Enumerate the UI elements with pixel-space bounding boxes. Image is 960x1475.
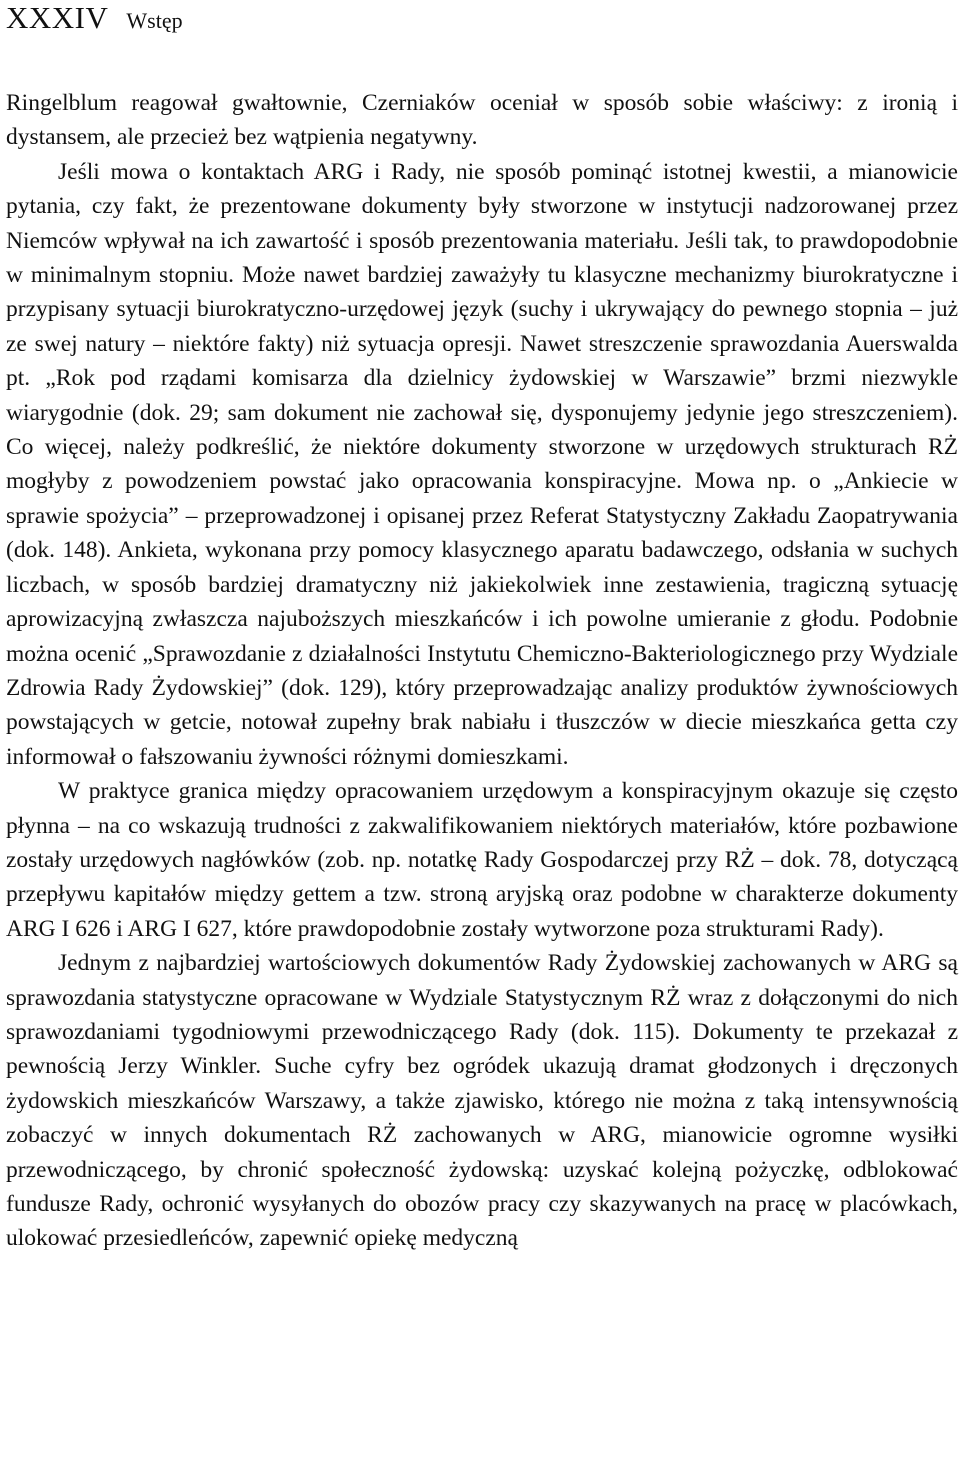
paragraph: Jeśli mowa o kontaktach ARG i Rady, nie sposób pominąć istotnej kwestii, a mianowicie pytania, czy fakt, że prezentowane dokumenty były stworzone w instytucji nadzorowanej przez Niemców wpływał na ich zawartość i sposób prezentowania materiału. Jeśli tak, to prawdopodobnie w minimalnym stopniu. Może nawet bardziej zaważyły tu klasyczne mechanizmy biurokratyczne i przypisany sytuacji biurokratyczno-urzędowej język (suchy i ukrywający do pewnego stopnia – już ze swej natury – niektóre fakty) niż sytuacja opresji. Nawet streszczenie sprawozdania Auerswalda pt. „Rok pod rządami komisarza dla dzielnicy żydowskiej w Warszawie” brzmi niezwykle wiarygodnie (dok. 29; sam dokument nie zachował się, dysponujemy jedynie jego streszczeniem). Co więcej, należy podkreślić, że niektóre dokumenty stworzone w urzędowych strukturach RŻ mogłyby z powodzeniem powstać jako opracowania konspiracyjne. Mowa np. o „Ankiecie w sprawie spożycia” – przeprowadzonej i opisanej przez Referat Statystyczny Zakładu Zaopatrywania (dok. 148). Ankieta, wykonana przy pomocy klasycznego aparatu badawczego, odsłania w suchych liczbach, w sposób bardziej dramatyczny niż jakiekolwiek inne zestawienia, tragiczną sytuację aprowizacyjną zwłaszcza najuboższych mieszkańców i ich powolne umieranie z głodu. Podobnie można ocenić „Sprawozdanie z działalności Instytutu Chemiczno-Bakteriologicznego przy Wydziale Zdrowia Rady Żydowskiej” (dok. 129), który przeprowadzając analizy produktów żywnościowych powstających w getcie, notował zupełny brak nabiału i tłuszczów w diecie mieszkańca getta czy informował o fałszowaniu żywności różnymi domieszkami. xyxy=(6,158,958,770)
running-header xyxy=(6,0,183,40)
paragraph: Ringelblum reagował gwałtownie, Czerniaków oceniał w sposób sobie właściwy: z ironią i dystansem, ale przecież bez wątpienia negatywny. xyxy=(6,90,958,151)
paragraph: W praktyce granica między opracowaniem urzędowym a konspiracyjnym okazuje się często płynna – na co wskazują trudności z zakwalifikowaniem niektórych materiałów, które pozbawione zostały urzędowych nagłówków (zob. np. notatkę Rady Gospodarczej przy RŻ – dok. 78, dotyczącą przepływu kapitałów między gettem a tzw. stroną aryjską oraz podobne w charakterze dokumenty ARG I 626 i ARG I 627, które prawdopodobnie zostały wytworzone poza strukturami Rady). xyxy=(6,778,958,942)
page-number: XXXIV xyxy=(6,0,109,35)
paragraph: Jednym z najbardziej wartościowych dokumentów Rady Żydowskiej zachowanych w ARG są sprawozdania statystyczne opracowane w Wydziale Statystycznym RŻ wraz z dołączonymi do nich sprawozdaniami tygodniowymi przewodniczącego Rady (dok. 115). Dokumenty te przekazał z pewnością Jerzy Winkler. Suche cyfry bez ogródek ukazują dramat głodzonych i dręczonych żydowskich mieszkańców Warszawy, a także zjawisko, którego nie można z taką intensywnością zobaczyć w innych dokumentach RŻ zachowanych w ARG, mianowicie ogromne wysiłki przewodniczącego, by chronić społeczność żydowską: uzyskać kolejną pożyczkę, odblokować fundusze Rady, ochronić wysyłanych do obozów pracy czy skazywanych na pracę w placówkach, ulokować przesiedleńców, zapewnić opiekę medyczną xyxy=(6,950,958,1252)
section-title: Wstęp xyxy=(126,8,183,33)
body-text xyxy=(6,86,958,1256)
